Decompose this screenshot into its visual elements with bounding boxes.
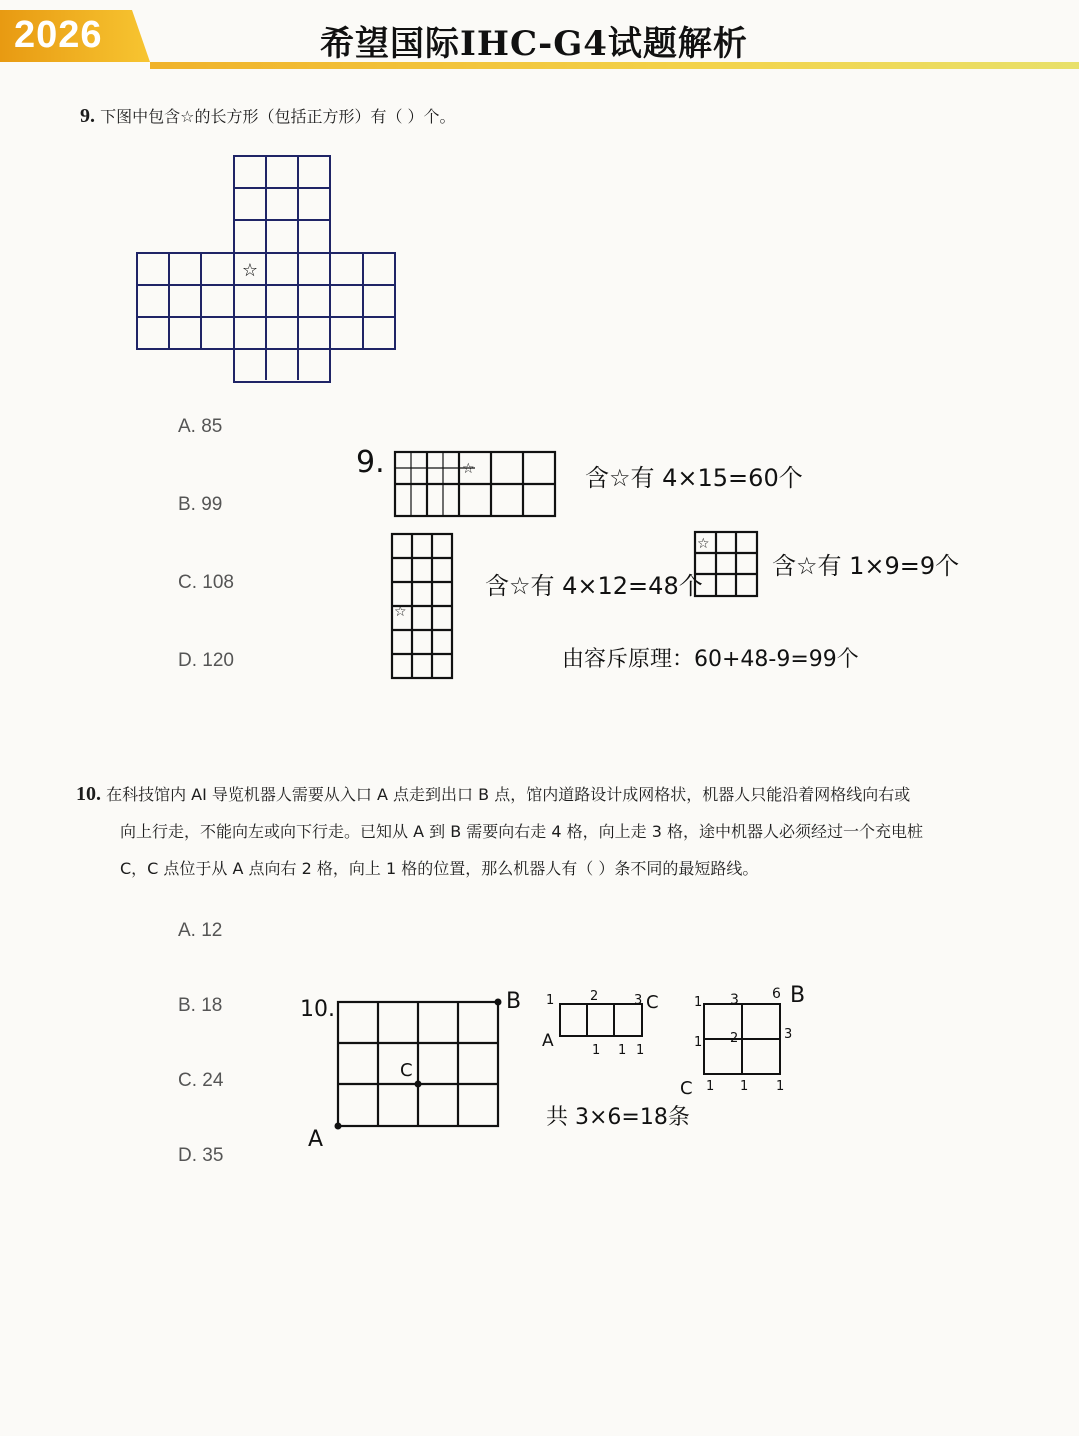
- q10-label-a: A: [308, 1127, 324, 1152]
- g1-bottom-2: 1: [618, 1043, 627, 1058]
- question-9-text: 下图中包含☆的长方形（包括正方形）有（ ）个。: [100, 107, 456, 126]
- q9-sketch-star-2: ☆: [394, 604, 407, 620]
- g2-mid: 2: [730, 1031, 739, 1046]
- question-10-line3: C，C 点位于从 A 点向右 2 格，向上 1 格的位置，那么机器人有（ ）条不同的最短路线。: [120, 859, 759, 878]
- g2-bottom-1: 1: [706, 1079, 715, 1094]
- q10-solution-result: 共 3×6=18条: [546, 1105, 690, 1130]
- question-10-line2: 向上行走，不能向左或向下行走。已知从 A 到 B 需要向右走 4 格，向上走 3 格，途中机器人必须经过一个充电桩: [120, 822, 923, 841]
- q10-option-b[interactable]: B. 18: [178, 995, 223, 1016]
- g1-label-a: A: [542, 1031, 554, 1051]
- q9-option-d[interactable]: D. 120: [178, 650, 234, 671]
- g1-label-c: C: [646, 992, 659, 1013]
- g1-top-2: 2: [590, 989, 599, 1004]
- year-label: 2026: [14, 14, 103, 56]
- q9-solution-label: 9.: [356, 445, 385, 480]
- q9-option-c[interactable]: C. 108: [178, 572, 234, 593]
- g2-bottom-2: 1: [740, 1079, 749, 1094]
- q10-label-c: C: [400, 1060, 413, 1081]
- q9-solution-sketch: [350, 430, 960, 690]
- g1-bottom-3: 1: [636, 1043, 645, 1058]
- q10-label-b: B: [506, 989, 522, 1014]
- question-10-number: 10.: [76, 783, 101, 805]
- q9-sketch-star-3: ☆: [697, 536, 710, 552]
- question-10: [76, 776, 1026, 887]
- q10-solution-label: 10.: [300, 997, 335, 1022]
- q9-solution-line4: 由容斥原理：60+48-9=99个: [562, 647, 859, 672]
- question-9: [80, 98, 456, 135]
- q9-option-b[interactable]: B. 99: [178, 494, 223, 515]
- g2-top-1: 1: [694, 995, 703, 1010]
- g2-bottom-3: 1: [776, 1079, 785, 1094]
- g2-label-c: C: [680, 1078, 693, 1099]
- g2-label-b: B: [790, 983, 806, 1008]
- g2-top-3: 6: [772, 986, 781, 1002]
- q9-cross-grid: [134, 154, 404, 390]
- q10-option-c[interactable]: C. 24: [178, 1070, 224, 1091]
- g2-left: 1: [694, 1035, 703, 1050]
- page-header: [0, 0, 1079, 74]
- g2-top-2: 3: [730, 992, 739, 1008]
- page-title: 希望国际IHC-G4试题解析: [320, 24, 748, 64]
- question-10-line1: 在科技馆内 AI 导览机器人需要从入口 A 点走到出口 B 点，馆内道路设计成网格状，机器人只能沿着网格线向右或: [106, 785, 911, 804]
- point-b: [495, 999, 502, 1006]
- q9-option-a[interactable]: A. 85: [178, 416, 223, 437]
- star-icon: ☆: [241, 260, 259, 281]
- q9-solution-line1: 含☆有 4×15=60个: [585, 464, 803, 492]
- point-c: [415, 1081, 422, 1088]
- q10-option-d[interactable]: D. 35: [178, 1145, 224, 1166]
- q9-sketch-star-1: ☆: [462, 461, 475, 477]
- point-a: [335, 1123, 342, 1130]
- q10-solution-sketch: [296, 982, 836, 1162]
- g1-bottom-1: 1: [592, 1043, 601, 1058]
- g2-right-1: 3: [784, 1027, 793, 1042]
- q9-solution-line3: 含☆有 1×9=9个: [772, 552, 960, 580]
- q10-option-a[interactable]: A. 12: [178, 920, 223, 941]
- g1-top-3: 3: [634, 993, 643, 1008]
- q9-solution-line2: 含☆有 4×12=48个: [485, 572, 703, 600]
- question-9-number: 9.: [80, 105, 95, 127]
- g1-top-1: 1: [546, 993, 555, 1008]
